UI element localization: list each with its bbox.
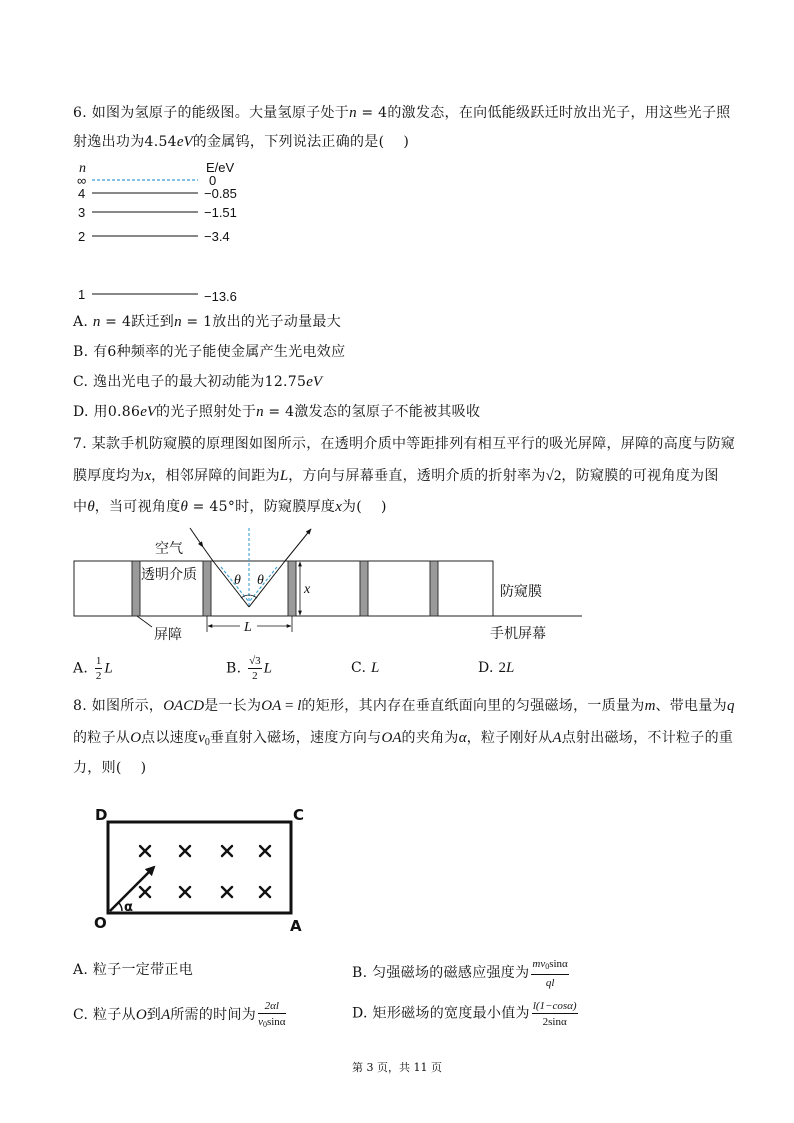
light-barrier: [430, 561, 438, 616]
q8-stem-line-3: [73, 758, 146, 778]
unit-ev: eV: [306, 374, 323, 390]
q7-stem-line-1: [73, 434, 735, 454]
q6-option-a: [73, 312, 341, 332]
fraction: [531, 957, 568, 989]
corner-a-label: A: [290, 917, 302, 935]
var-x: x: [335, 499, 342, 515]
var-m: m: [644, 698, 656, 714]
level-energy-1: −13.6: [204, 289, 237, 304]
corner-d-label: D: [95, 806, 108, 824]
level-label-infinity: ∞: [77, 173, 87, 188]
q6-unit-ev: eV: [176, 134, 193, 150]
incident-ray-air: [190, 528, 203, 547]
var-x: x: [144, 468, 152, 484]
q8-stem-line-2: [73, 728, 733, 753]
q8-option-c: [73, 999, 288, 1031]
numerator-mv: mv: [532, 958, 546, 970]
unit-ev: eV: [140, 404, 157, 420]
option-text: = 4激发态的氢原子不能被其吸收: [263, 404, 481, 420]
var-o: O: [130, 730, 142, 746]
equals-sign: =: [281, 698, 298, 714]
option-label: A.: [73, 660, 93, 677]
q6-stem-text: 的金属钨，下列说法正确的是( ): [192, 134, 410, 150]
fraction-denominator: [531, 975, 568, 989]
var-l: l: [297, 698, 302, 714]
field-marks: [140, 846, 270, 897]
q8-option-b: [352, 957, 571, 989]
fraction-denominator: 2: [95, 670, 102, 682]
ray-in-medium: [249, 561, 285, 607]
magnetic-field-diagram: [90, 800, 305, 935]
option-text: C. 粒子从: [73, 1007, 136, 1023]
q8-stem-line-1: [73, 696, 734, 716]
var-oa: OA: [381, 730, 402, 746]
fraction-denominator: 2: [252, 670, 258, 682]
var-oa: OA: [261, 698, 282, 714]
q8-stem-text: 的粒子从: [73, 730, 131, 746]
light-barrier: [360, 561, 368, 616]
option-text: = 4跃迁到: [100, 314, 175, 330]
q8-stem-text: ，粒子刚好从: [466, 730, 553, 746]
incident-ray-air: [203, 547, 213, 561]
angle-alpha-label: α: [124, 900, 133, 915]
field-into-page-mark: [180, 887, 190, 897]
var-a: A: [161, 1007, 171, 1023]
q7-option-a: [73, 655, 113, 682]
page-footer: 第 3 页，共 11 页: [352, 1061, 442, 1074]
n-axis-label: n: [79, 161, 86, 176]
var-v: v: [198, 730, 205, 746]
denominator-expression: 2sinα: [542, 1016, 567, 1028]
barrier-leader-line: [137, 616, 152, 627]
q7-option-c: [351, 658, 379, 678]
q6-stem-line-2: [73, 132, 409, 152]
q6-option-d: [73, 402, 480, 422]
light-barrier: [132, 561, 140, 616]
fraction-denominator: [532, 1014, 578, 1028]
option-text: C. 逸出光电子的最大初动能为12.75: [73, 374, 307, 390]
q8-option-a: [73, 960, 193, 980]
fraction: [258, 999, 286, 1031]
var-l: L: [104, 660, 113, 677]
spacing-label: L: [244, 620, 252, 635]
field-into-page-mark: [260, 887, 270, 897]
theta-right-label: θ: [257, 573, 264, 588]
q7-stem-text: 膜厚度均为: [73, 468, 145, 484]
q7-stem-text: ，方向与屏幕垂直，透明介质的折射率为: [288, 468, 546, 484]
field-into-page-mark: [260, 846, 270, 856]
option-text: = 1放出的光子动量最大: [181, 314, 341, 330]
screen-label: 手机屏幕: [490, 626, 546, 642]
numerator-expression: l(1−cosα): [532, 1000, 577, 1012]
q8-stem-text: 8. 如图所示，: [73, 698, 164, 714]
var-theta: θ: [87, 499, 95, 515]
q8-stem-text: 、带电量为: [655, 698, 727, 714]
q6-var-n: n: [349, 105, 357, 121]
option-text: 所需的时间为: [170, 1007, 257, 1023]
var-a: A: [552, 730, 562, 746]
q8-stem-text: 是一长为: [204, 698, 262, 714]
medium-label: 透明介质: [141, 567, 197, 583]
sqrt-2: √2: [545, 468, 562, 484]
q7-stem-text: 中: [73, 499, 88, 515]
level-energy-4: −0.85: [204, 186, 237, 201]
thickness-label: x: [304, 582, 311, 597]
var-l: L: [506, 660, 515, 676]
q7-stem-line-2: [73, 466, 719, 486]
q7-stem-line-3: [73, 497, 387, 517]
field-rectangle: [108, 822, 291, 913]
field-into-page-mark: [140, 846, 150, 856]
option-text: D. 用0.86: [73, 404, 141, 420]
level-energy-infinity: 0: [209, 173, 217, 188]
coefficient: 2: [498, 660, 507, 676]
q8-stem-text: 点射出磁场，不计粒子的重: [561, 730, 734, 746]
q8-stem-text: 力，则( ): [73, 760, 147, 776]
option-text: 到: [146, 1007, 162, 1023]
var-oacd: OACD: [163, 698, 205, 714]
q7-stem-text: ，防窥膜的可视角度为图: [561, 468, 719, 484]
option-text: D. 矩形磁场的宽度最小值为: [352, 1005, 530, 1022]
option-text: B. 匀强磁场的磁感应强度为: [352, 965, 530, 981]
field-into-page-mark: [180, 846, 190, 856]
numerator-sin: sinα: [549, 958, 568, 970]
var-q: q: [726, 698, 735, 714]
air-label: 空气: [155, 541, 183, 557]
numerator-2al: 2αl: [264, 1000, 279, 1012]
energy-axis-label: E/eV: [206, 160, 235, 175]
option-text: B. 有6种频率的光子能使金属产生光电效应: [73, 344, 346, 360]
corner-c-label: C: [293, 806, 305, 824]
var-l: L: [279, 468, 289, 484]
q6-stem-text: = 4的激发态，在向低能级跃迁时放出光子，用这些光子照: [356, 105, 731, 121]
var-theta: θ: [180, 499, 188, 515]
option-text: A.: [73, 314, 93, 330]
option-label: B.: [226, 660, 247, 677]
q6-option-c: [73, 372, 322, 392]
energy-level-diagram: [73, 155, 273, 307]
level-label-2: 2: [78, 229, 86, 244]
q8-option-d: [352, 999, 580, 1028]
denominator-v: v: [258, 1016, 263, 1028]
q6-stem-text: 6. 如图为氢原子的能级图。大量氢原子处于: [73, 105, 350, 121]
var-n: n: [92, 314, 101, 330]
fraction-numerator: 1: [95, 655, 102, 667]
level-energy-2: −3.4: [204, 229, 230, 244]
option-text: 的光子照射处于: [156, 404, 257, 420]
fraction-numerator: [532, 999, 578, 1014]
var-l: L: [371, 660, 380, 676]
barrier-label: 屏障: [154, 627, 182, 643]
q7-stem-text: ，相邻屏障的间距为: [151, 468, 280, 484]
var-alpha: α: [458, 730, 467, 746]
q6-option-b: [73, 342, 345, 362]
fraction-numerator: [258, 999, 286, 1014]
option-label: D.: [478, 660, 499, 676]
field-into-page-mark: [222, 887, 232, 897]
field-into-page-mark: [222, 846, 232, 856]
level-label-4: 4: [78, 186, 86, 201]
privacy-film-diagram: [73, 522, 583, 644]
option-label: C.: [351, 660, 372, 676]
option-text: A. 粒子一定带正电: [73, 962, 194, 978]
corner-o-label: O: [94, 914, 107, 932]
field-into-page-mark: [140, 887, 150, 897]
var-n: n: [256, 404, 264, 420]
var-l: L: [263, 660, 272, 677]
film-label: 防窥膜: [500, 584, 542, 600]
fraction-denominator: [258, 1014, 286, 1031]
theta-left-label: θ: [234, 573, 241, 588]
q7-stem-text: 为( ): [341, 499, 387, 515]
q6-stem-text: 射逸出功为4.54: [73, 134, 177, 150]
fraction: [532, 999, 578, 1028]
level-energy-3: −1.51: [204, 205, 237, 220]
light-barrier: [288, 561, 296, 616]
light-barrier: [203, 561, 211, 616]
q8-stem-text: 的夹角为: [401, 730, 459, 746]
emergent-ray-air: [285, 529, 311, 561]
angle-arc: [119, 903, 123, 912]
var-o: O: [135, 1007, 147, 1023]
fraction-numerator: √3: [249, 655, 261, 667]
q7-stem-text: = 45°时，防窥膜厚度: [187, 499, 336, 515]
fraction-numerator: [531, 957, 568, 975]
level-label-1: 1: [78, 287, 86, 302]
q7-stem-text: 7. 某款手机防窥膜的原理图如图所示，在透明介质中等距排列有相互平行的吸光屏障，屏障的高度与防窥: [73, 436, 736, 452]
denominator-ql: ql: [545, 977, 555, 989]
denominator-sin: sinα: [266, 1016, 286, 1028]
q8-stem-text: 垂直射入磁场，速度方向与: [209, 730, 382, 746]
ray-in-medium: [213, 561, 249, 607]
subscript-0: 0: [545, 962, 550, 971]
q8-stem-text: 点以速度: [141, 730, 199, 746]
subscript-0: 0: [204, 737, 210, 748]
fraction: [248, 655, 262, 682]
var-n: n: [174, 314, 182, 330]
subscript-0: 0: [262, 1020, 267, 1029]
level-label-3: 3: [78, 205, 86, 220]
q8-stem-text: 的矩形，其内存在垂直纸面向里的匀强磁场，一质量为: [301, 698, 645, 714]
fraction: [95, 655, 103, 682]
q7-option-b: [226, 655, 272, 682]
q7-option-d: [478, 658, 514, 678]
q7-stem-text: ，当可视角度: [94, 499, 181, 515]
q6-stem-line-1: [73, 103, 731, 123]
